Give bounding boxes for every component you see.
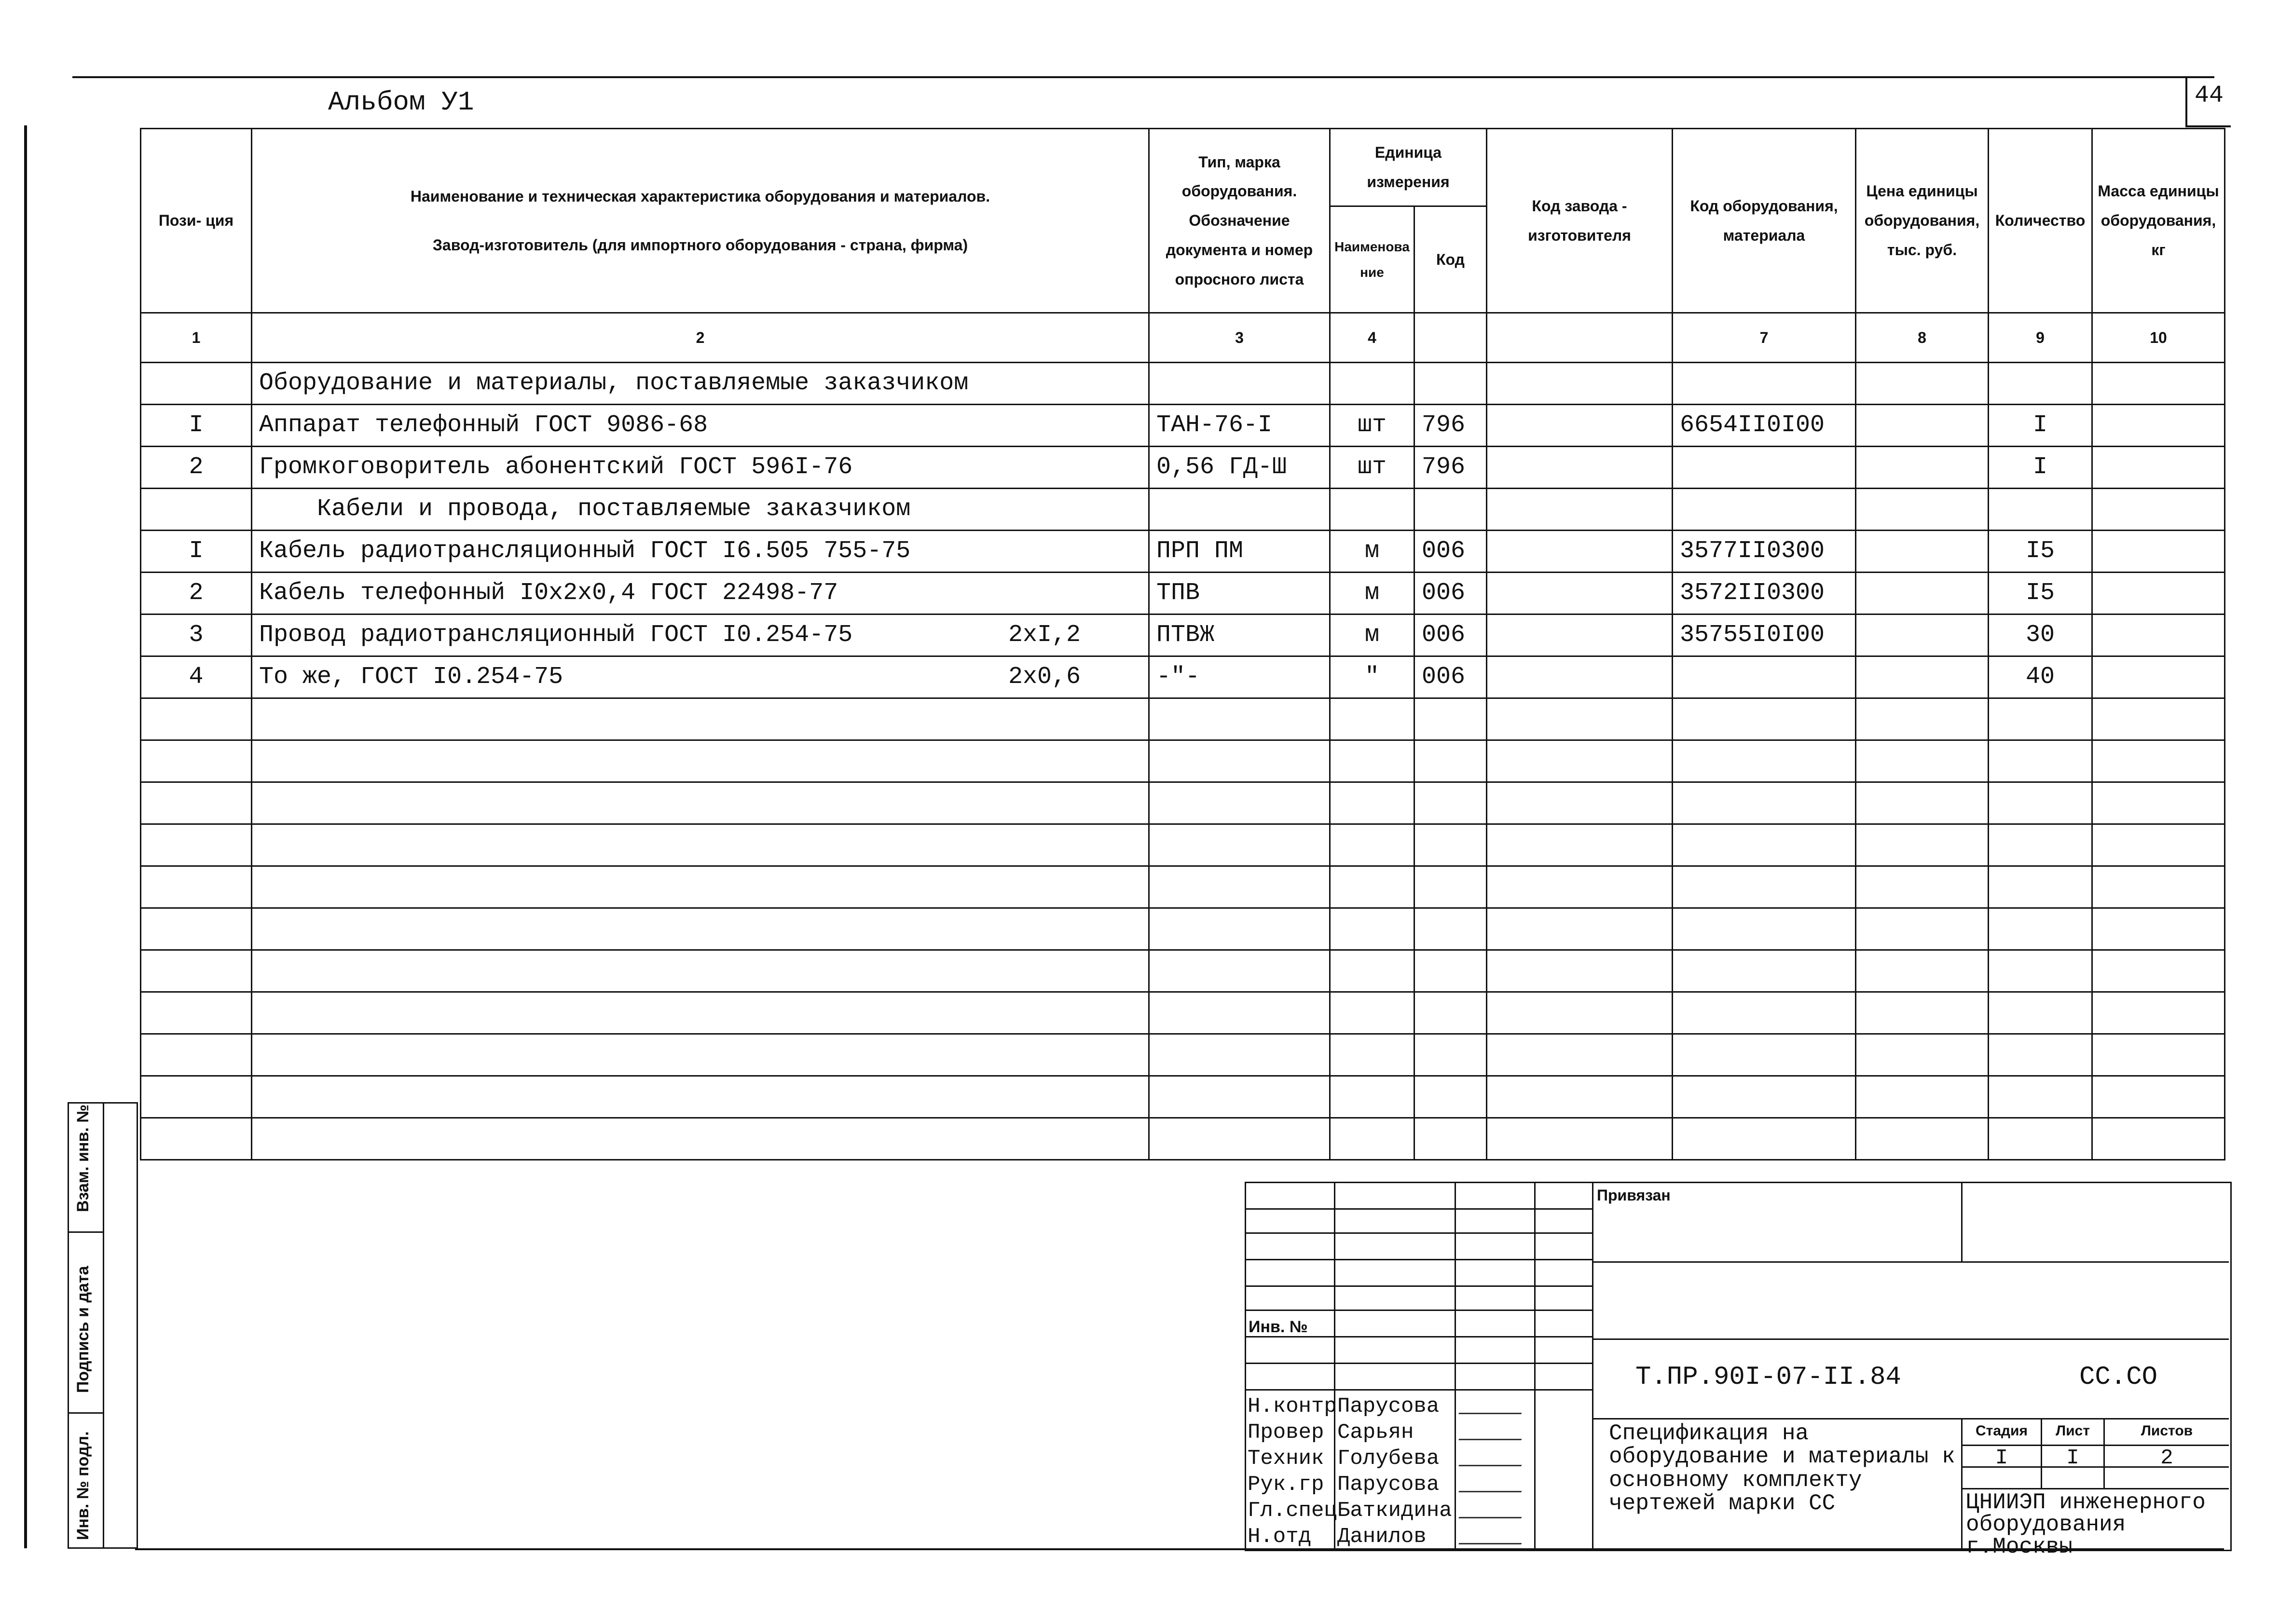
table-row (141, 531, 2225, 573)
cell-unit: м (1330, 531, 1414, 573)
empty-row (141, 698, 2225, 740)
empty-cell (1673, 1076, 1856, 1118)
empty-cell (1414, 950, 1487, 992)
empty-cell (2092, 698, 2225, 740)
cell-code (1414, 489, 1487, 531)
hdr-name: Наименование и техническая характеристика оборудования и материалов. Завод-изготовитель (для импортного оборудования - страна, фирма) (252, 129, 1149, 313)
empty-cell (141, 866, 252, 908)
sheets-value: 2 (2160, 1446, 2173, 1470)
staff-row (1245, 1392, 1592, 1418)
empty-cell (1487, 992, 1673, 1034)
empty-cell (141, 950, 252, 992)
cell-name (252, 405, 1149, 447)
stage-label: Стадия (1975, 1423, 2028, 1439)
cell-eqcode (1673, 489, 1856, 531)
empty-cell (2092, 1034, 2225, 1076)
table-row (141, 447, 2225, 489)
staff-name: Баткидина (1337, 1499, 1452, 1523)
empty-cell (1673, 1034, 1856, 1076)
attached-label: Привязан (1597, 1187, 1671, 1204)
empty-cell (1330, 908, 1414, 950)
staff-role: Провер (1248, 1420, 1324, 1445)
cell-unit: " (1330, 656, 1414, 698)
empty-cell (2092, 866, 2225, 908)
cell-qty (1989, 489, 2092, 531)
empty-cell (252, 698, 1149, 740)
empty-cell (1487, 698, 1673, 740)
item-spec: 2хI,2 (1008, 621, 1081, 649)
sheets-label: Листов (2141, 1423, 2193, 1439)
cell-type (1149, 489, 1330, 531)
staff-role: Рук.гр (1248, 1473, 1324, 1497)
cell-pos (141, 489, 252, 531)
empty-cell (141, 824, 252, 866)
cell-code: 006 (1414, 656, 1487, 698)
spec-table (140, 128, 2225, 1160)
top-rule (72, 76, 2214, 78)
empty-cell (1149, 908, 1330, 950)
cell-unit (1330, 363, 1414, 405)
hdr-position: Пози- ция (141, 129, 252, 313)
cell-pos: I (141, 531, 252, 573)
empty-cell (1330, 1034, 1414, 1076)
empty-cell (1673, 950, 1856, 992)
cell-pos (141, 363, 252, 405)
empty-cell (1989, 866, 2092, 908)
cell-eqcode: 3572II0300 (1673, 573, 1856, 614)
cell-name (252, 573, 1149, 614)
signature (1458, 1474, 1527, 1492)
signature (1458, 1448, 1527, 1466)
empty-cell (2092, 1076, 2225, 1118)
empty-cell (141, 908, 252, 950)
hdr-factory-code: Код завода - изготовителя (1487, 129, 1673, 313)
cell-code: 006 (1414, 573, 1487, 614)
signature (1458, 1527, 1527, 1544)
mark-code: СС.СО (2079, 1363, 2158, 1392)
staff-row (1245, 1522, 1592, 1548)
cell-eqcode: 6654II0I00 (1673, 405, 1856, 447)
cell-price (1856, 447, 1989, 489)
num-2: 2 (252, 313, 1149, 363)
cell-unit: м (1330, 573, 1414, 614)
empty-cell (1414, 782, 1487, 824)
num-5 (1414, 313, 1487, 363)
cell-mass (2092, 447, 2225, 489)
empty-cell (1330, 992, 1414, 1034)
inv-label: Инв. № (1249, 1318, 1308, 1336)
empty-cell (141, 740, 252, 782)
table-row (141, 573, 2225, 614)
empty-cell (1330, 740, 1414, 782)
empty-cell (1989, 950, 2092, 992)
sheet-value: I (2066, 1446, 2079, 1470)
empty-cell (1856, 1118, 1989, 1160)
empty-row (141, 824, 2225, 866)
empty-cell (1330, 698, 1414, 740)
empty-cell (1487, 1076, 1673, 1118)
cell-qty (1989, 363, 2092, 405)
cell-name (252, 447, 1149, 489)
empty-cell (141, 1034, 252, 1076)
title-block (1245, 1182, 2229, 1559)
empty-cell (1673, 866, 1856, 908)
cell-price (1856, 405, 1989, 447)
empty-cell (141, 782, 252, 824)
empty-cell (2092, 782, 2225, 824)
cell-name (252, 656, 1149, 698)
cell-unit: шт (1330, 405, 1414, 447)
empty-cell (252, 1118, 1149, 1160)
empty-cell (1856, 908, 1989, 950)
empty-cell (1414, 992, 1487, 1034)
empty-cell (252, 1034, 1149, 1076)
empty-cell (252, 992, 1149, 1034)
cell-pos: 2 (141, 573, 252, 614)
empty-cell (1414, 866, 1487, 908)
empty-cell (252, 866, 1149, 908)
hdr-unit-name: Наименование (1330, 206, 1414, 313)
empty-row (141, 740, 2225, 782)
item-name: То же, ГОСТ I0.254-75 (259, 663, 563, 691)
album-label: Альбом У1 (328, 87, 474, 118)
empty-cell (1149, 698, 1330, 740)
empty-cell (1149, 950, 1330, 992)
cell-qty: 30 (1989, 614, 2092, 656)
item-name: Провод радиотрансляционный ГОСТ I0.254-75 (259, 621, 853, 649)
empty-cell (1856, 740, 1989, 782)
cell-factory (1487, 405, 1673, 447)
cell-mass (2092, 489, 2225, 531)
stamp-signature-date: Подпись и дата (74, 1266, 92, 1393)
empty-cell (1149, 1034, 1330, 1076)
empty-cell (1487, 1034, 1673, 1076)
empty-cell (1414, 740, 1487, 782)
hdr-type: Тип, марка оборудования. Обозначение документа и номер опросного листа (1149, 129, 1330, 313)
page-number: 44 (2194, 82, 2224, 109)
cell-price (1856, 489, 1989, 531)
empty-cell (2092, 824, 2225, 866)
empty-cell (252, 950, 1149, 992)
empty-cell (141, 992, 252, 1034)
spec-rows (141, 363, 2225, 1160)
signature (1458, 1396, 1527, 1414)
empty-cell (2092, 908, 2225, 950)
cell-price (1856, 363, 1989, 405)
staff-name: Данилов (1337, 1525, 1427, 1549)
cell-type (1149, 363, 1330, 405)
cell-name (252, 363, 1149, 405)
empty-cell (1149, 1118, 1330, 1160)
empty-cell (1989, 1034, 2092, 1076)
empty-cell (1149, 782, 1330, 824)
empty-cell (1149, 992, 1330, 1034)
hdr-equipment-code: Код оборудования, материала (1673, 129, 1856, 313)
staff-name: Парусова (1337, 1473, 1440, 1497)
page-number-box (2185, 77, 2231, 127)
empty-row (141, 1034, 2225, 1076)
cell-mass (2092, 573, 2225, 614)
cell-pos: 3 (141, 614, 252, 656)
hdr-mass: Масса единицы оборудования, кг (2092, 129, 2225, 313)
cell-factory (1487, 489, 1673, 531)
cell-name (252, 614, 1149, 656)
cell-mass (2092, 531, 2225, 573)
empty-cell (141, 698, 252, 740)
item-name: Кабель радиотрансляционный ГОСТ I6.505 755-75 (259, 537, 911, 565)
empty-cell (1414, 824, 1487, 866)
table-row (141, 405, 2225, 447)
empty-cell (1673, 824, 1856, 866)
empty-cell (1330, 1118, 1414, 1160)
num-3: 3 (1149, 313, 1330, 363)
empty-cell (2092, 740, 2225, 782)
cell-price (1856, 573, 1989, 614)
empty-row (141, 782, 2225, 824)
empty-cell (1673, 1118, 1856, 1160)
empty-row (141, 992, 2225, 1034)
empty-cell (1330, 782, 1414, 824)
cell-unit (1330, 489, 1414, 531)
cell-type: 0,56 ГД-Ш (1149, 447, 1330, 489)
cell-type: ПРП ПМ (1149, 531, 1330, 573)
cell-qty: I5 (1989, 573, 2092, 614)
staff-name: Парусова (1337, 1394, 1440, 1419)
empty-cell (1414, 1076, 1487, 1118)
empty-cell (1330, 1076, 1414, 1118)
item-name: Громкоговоритель абонентский ГОСТ 596I-76 (259, 453, 853, 481)
cell-type: ТПВ (1149, 573, 1330, 614)
hdr-quantity: Количество (1989, 129, 2092, 313)
cell-price (1856, 656, 1989, 698)
staff-role: Гл.спец (1248, 1499, 1337, 1523)
empty-cell (1989, 782, 2092, 824)
empty-cell (1149, 824, 1330, 866)
cell-code: 006 (1414, 531, 1487, 573)
cell-mass (2092, 363, 2225, 405)
staff-row (1245, 1470, 1592, 1496)
staff-role: Н.отд (1248, 1525, 1312, 1549)
cell-eqcode (1673, 363, 1856, 405)
cell-factory (1487, 614, 1673, 656)
empty-cell (252, 1076, 1149, 1118)
cell-pos: I (141, 405, 252, 447)
cell-eqcode: 35755I0I00 (1673, 614, 1856, 656)
empty-cell (1414, 1118, 1487, 1160)
staff-role: Техник (1248, 1447, 1324, 1471)
empty-cell (1673, 992, 1856, 1034)
empty-cell (1673, 782, 1856, 824)
cell-price (1856, 531, 1989, 573)
empty-cell (1856, 992, 1989, 1034)
empty-cell (252, 908, 1149, 950)
item-name: Оборудование и материалы, поставляемые заказчиком (259, 369, 969, 397)
empty-cell (2092, 950, 2225, 992)
empty-cell (1989, 824, 2092, 866)
organization: ЦНИИЭП инженерного оборудования г.Москвы (1966, 1490, 2206, 1559)
num-1: 1 (141, 313, 252, 363)
empty-cell (1856, 1076, 1989, 1118)
empty-cell (1414, 1034, 1487, 1076)
cell-qty: I5 (1989, 531, 2092, 573)
empty-cell (1487, 908, 1673, 950)
cell-qty: I (1989, 405, 2092, 447)
cell-code: 796 (1414, 405, 1487, 447)
cell-code: 796 (1414, 447, 1487, 489)
cell-factory (1487, 573, 1673, 614)
cell-eqcode: 3577II0300 (1673, 531, 1856, 573)
signature (1458, 1422, 1527, 1440)
empty-cell (141, 1076, 252, 1118)
table-row (141, 656, 2225, 698)
table-row (141, 363, 2225, 405)
doc-title: Спецификация на оборудование и материалы к основному комплекту чертежей марки СС (1609, 1421, 1955, 1516)
empty-cell (252, 824, 1149, 866)
signature (1458, 1501, 1527, 1518)
left-rule (24, 125, 27, 1548)
empty-cell (1989, 992, 2092, 1034)
empty-cell (1330, 950, 1414, 992)
cell-factory (1487, 363, 1673, 405)
empty-cell (1989, 908, 2092, 950)
empty-cell (1856, 1034, 1989, 1076)
cell-name (252, 531, 1149, 573)
empty-row (141, 1118, 2225, 1160)
cell-qty: I (1989, 447, 2092, 489)
cell-type: ТАН-76-I (1149, 405, 1330, 447)
cell-factory (1487, 656, 1673, 698)
table-row (141, 489, 2225, 531)
num-10: 10 (2092, 313, 2225, 363)
empty-cell (1856, 782, 1989, 824)
num-9: 9 (1989, 313, 2092, 363)
stamp-inv-original: Инв. № подл. (74, 1431, 92, 1540)
cell-type: -"- (1149, 656, 1330, 698)
empty-cell (2092, 1118, 2225, 1160)
empty-cell (1487, 1118, 1673, 1160)
empty-cell (1989, 1118, 2092, 1160)
item-name: Аппарат телефонный ГОСТ 9086-68 (259, 411, 708, 439)
staff-name: Сарьян (1337, 1420, 1414, 1445)
empty-cell (1673, 908, 1856, 950)
cell-name (252, 489, 1149, 531)
empty-cell (1149, 740, 1330, 782)
empty-cell (1414, 698, 1487, 740)
staff-name: Голубева (1337, 1447, 1440, 1471)
empty-cell (1487, 950, 1673, 992)
empty-cell (1856, 950, 1989, 992)
cell-unit: шт (1330, 447, 1414, 489)
cell-factory (1487, 531, 1673, 573)
num-8: 8 (1856, 313, 1989, 363)
staff-role: Н.контр (1248, 1394, 1337, 1419)
stage-value: I (1995, 1446, 2008, 1470)
header-row (141, 129, 2225, 206)
cell-pos: 2 (141, 447, 252, 489)
empty-cell (141, 1118, 252, 1160)
empty-cell (1149, 1076, 1330, 1118)
cell-eqcode (1673, 656, 1856, 698)
side-stamp (68, 1102, 138, 1549)
empty-cell (1673, 740, 1856, 782)
empty-cell (1487, 740, 1673, 782)
empty-cell (1149, 866, 1330, 908)
empty-cell (252, 782, 1149, 824)
cell-mass (2092, 405, 2225, 447)
hdr-unit-group: Единица измерения (1330, 129, 1487, 206)
cell-eqcode (1673, 447, 1856, 489)
hdr-unit-code: Код (1414, 206, 1487, 313)
empty-cell (1414, 908, 1487, 950)
staff-row (1245, 1496, 1592, 1522)
empty-cell (1856, 866, 1989, 908)
empty-cell (1989, 740, 2092, 782)
num-7: 7 (1673, 313, 1856, 363)
empty-cell (1989, 698, 2092, 740)
cell-mass (2092, 656, 2225, 698)
empty-cell (1856, 698, 1989, 740)
number-row (141, 313, 2225, 363)
table-row (141, 614, 2225, 656)
empty-row (141, 908, 2225, 950)
staff-row (1245, 1444, 1592, 1470)
item-spec: 2х0,6 (1008, 663, 1081, 691)
empty-row (141, 1076, 2225, 1118)
empty-cell (1330, 824, 1414, 866)
hdr-price: Цена единицы оборудования, тыс. руб. (1856, 129, 1989, 313)
num-6 (1487, 313, 1673, 363)
empty-cell (2092, 992, 2225, 1034)
doc-code: Т.ПР.90I-07-II.84 (1635, 1363, 1901, 1392)
empty-cell (1673, 698, 1856, 740)
empty-cell (1330, 866, 1414, 908)
cell-mass (2092, 614, 2225, 656)
empty-cell (1487, 824, 1673, 866)
cell-code: 006 (1414, 614, 1487, 656)
empty-cell (1487, 782, 1673, 824)
empty-cell (1487, 866, 1673, 908)
cell-type: ПТВЖ (1149, 614, 1330, 656)
empty-row (141, 950, 2225, 992)
stamp-replace-inv: Взам. инв. № (74, 1104, 92, 1212)
staff-row (1245, 1418, 1592, 1444)
cell-factory (1487, 447, 1673, 489)
empty-cell (1856, 824, 1989, 866)
sheet-label: Лист (2056, 1423, 2090, 1439)
cell-qty: 40 (1989, 656, 2092, 698)
empty-cell (1989, 1076, 2092, 1118)
cell-code (1414, 363, 1487, 405)
item-name: Кабель телефонный I0х2х0,4 ГОСТ 22498-77 (259, 579, 838, 607)
item-name: Кабели и провода, поставляемые заказчиком (259, 495, 911, 523)
cell-pos: 4 (141, 656, 252, 698)
cell-unit: м (1330, 614, 1414, 656)
empty-cell (252, 740, 1149, 782)
num-4: 4 (1330, 313, 1414, 363)
empty-row (141, 866, 2225, 908)
cell-price (1856, 614, 1989, 656)
